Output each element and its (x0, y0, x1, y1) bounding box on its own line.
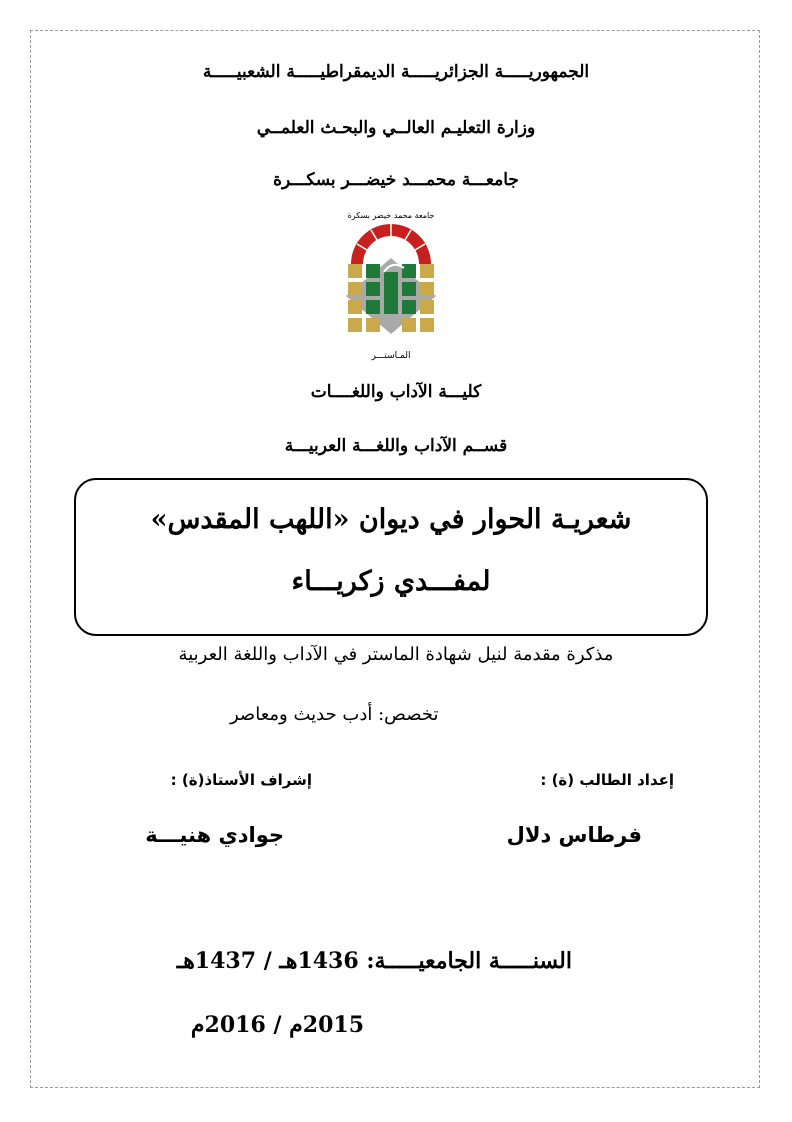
specialization: تخصص: أدب حديث ومعاصر (230, 704, 439, 725)
thesis-purpose-note: مذكرة مقدمة لنيل شهادة الماستر في الآداب واللغة العربية (178, 644, 614, 665)
academic-year-gregorian: 2015م / 2016م (190, 1012, 364, 1038)
thesis-title-line1: شعريـة الحوار في ديوان «اللهب المقدس» (150, 504, 632, 535)
thesis-title-box (74, 478, 708, 636)
ministry-heading: وزارة التعليـم العالــي والبحـث العلمــي (256, 118, 536, 138)
supervisor-name: جوادي هنيـــة (145, 823, 284, 847)
student-label: إعداد الطالب (ة) : (540, 771, 674, 789)
university-heading: جامعـــة محمـــد خيضـــر بسكـــرة (273, 170, 519, 190)
logo-top-text: جامعة محمد خيضر بسكرة (347, 211, 435, 220)
academic-year-hijri: السنـــــة الجامعيـــــة: 1436هـ / 1437هـ (176, 948, 572, 974)
student-name: فرطاس دلال (506, 823, 642, 847)
faculty-heading: كليـــة الآداب واللغــــات (310, 382, 482, 402)
republic-heading: الجمهوريـــــة الجزائريـــــة الديمقراطيـــــة الشعبيـــــة (202, 62, 590, 82)
logo-bottom-text: المـاستـــر (371, 351, 411, 361)
university-logo (326, 206, 456, 366)
supervisor-label: إشراف الأستاذ(ة) : (170, 771, 312, 789)
thesis-title-line2: لمفـــدي زكريـــاء (291, 566, 491, 597)
department-heading: قســم الآداب واللغـــة العربيـــة (284, 436, 508, 456)
